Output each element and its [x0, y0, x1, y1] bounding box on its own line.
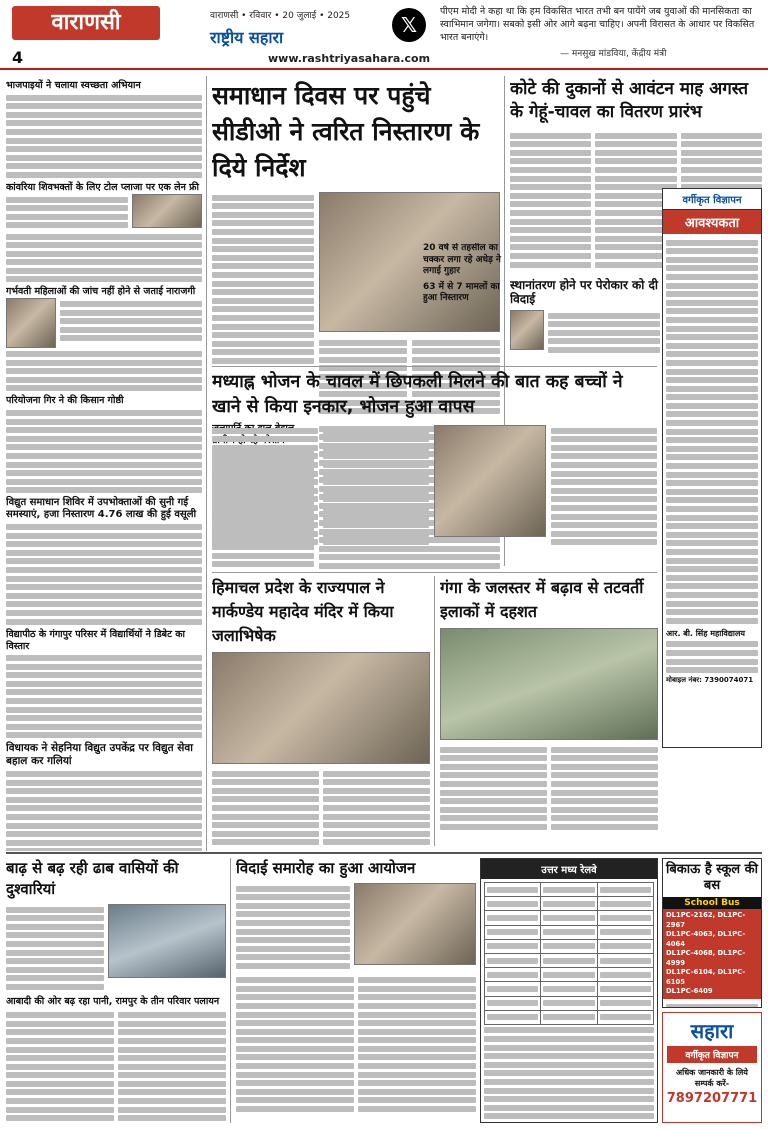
city-tag: वाराणसी: [12, 6, 160, 40]
callout-1: 20 वर्ष से तहसील का चक्कर लगा रहे अधेड़ ने लगाई गुहार: [423, 243, 501, 276]
classified-title: वर्गीकृत विज्ञापन: [663, 189, 761, 210]
masthead: [0, 0, 768, 70]
callout-2: 63 में से 7 मामलों का हुआ निस्तारण: [423, 281, 500, 303]
college-title: आर. बी. सिंह महाविद्यालय: [666, 628, 746, 638]
himachal-story: [212, 576, 430, 846]
lead-headline[interactable]: समाधान दिवस पर पहुंचे सीडीओ ने त्वरित निस्तारण के दिये निर्देश: [212, 81, 480, 182]
river-photo: [440, 628, 658, 740]
meal-photo: [434, 425, 546, 537]
farewell-story: [236, 858, 476, 1123]
left-item-headline[interactable]: विधायक ने सेहनिया विद्युत उपकेंद्र पर विद्युत सेवा बहाल कर गलियां: [6, 742, 193, 768]
classified-column: [662, 188, 762, 748]
promo-phone[interactable]: 7897207771: [666, 1091, 758, 1106]
left-item-headline[interactable]: विद्युत समाधान शिविर में उपभोक्ताओं की सुनी गई समस्याएं, हजा निस्तारण 4.76 लाख की हुई वसूली: [6, 497, 197, 521]
left-item-headline[interactable]: कांवरिया शिवभक्तों के लिए टोल प्लाजा पर एक लेन फ्री: [6, 181, 199, 193]
ganga-headline[interactable]: गंगा के जलस्तर में बढ़ाव से तटवर्ती इलाकों में दहशत: [440, 578, 644, 621]
requirement-title: आवश्यकता: [663, 210, 761, 234]
left-item-headline[interactable]: गर्भवती महिलाओं की जांच नहीं होने से जताई नाराजगी: [6, 286, 196, 298]
bus-number-list: [663, 909, 761, 999]
college-contact: मोबाइल नंबर: 7390074071: [666, 676, 754, 685]
bus-numbers: DL1PC-4068, DL1PC-4999: [666, 949, 746, 967]
bus-numbers: DL1PC-6104, DL1PC-6105: [666, 968, 746, 986]
protest-photo: [6, 298, 56, 348]
railway-tender-ad: [480, 858, 658, 1123]
website-link[interactable]: www.rashtriyasahara.com: [268, 52, 431, 65]
bus-sale-ad: [662, 858, 762, 1008]
right-top-headline[interactable]: कोटे की दुकानों से आवंटन माह अगस्त के गेहूं-चावल का वितरण प्रारंभ: [510, 79, 749, 122]
promo-cta: अधिक जानकारी के लिये सम्पर्क करें-: [676, 1068, 748, 1088]
left-item-headline[interactable]: भाजपाइयों ने चलाया स्वच्छता अभियान: [6, 80, 141, 91]
tender-table: [484, 882, 654, 1025]
dateline: वाराणसी • रविवार • 20 जुलाई • 2025: [210, 11, 351, 21]
flood-headline[interactable]: बाढ़ से बढ़ रही ढाब वासियों की दुश्वारियां: [6, 859, 179, 898]
brand-logo: राष्ट्रीय सहारा: [210, 28, 284, 47]
farewell-photo: [354, 883, 476, 965]
quote-author: — मनसुख मांडविया, केंद्रीय मंत्री: [560, 49, 667, 59]
left-column: [6, 76, 202, 851]
sahara-promo-ad: [662, 1012, 762, 1123]
temple-photo: [212, 652, 430, 764]
toll-plaza-photo: [132, 194, 202, 228]
page-number: 4: [12, 48, 24, 67]
flood-story: [6, 858, 226, 1123]
mid-story: [212, 370, 657, 570]
flood-caption: आबादी की ओर बढ़ रहा पानी, रामपुर के तीन परिवार पलायन: [6, 995, 220, 1007]
x-logo-icon: 𝕏: [392, 8, 426, 42]
bus-numbers: DL1PC-4063, DL1PC-4064: [666, 930, 746, 948]
promo-brand: सहारा: [690, 1019, 734, 1043]
school-bus-label: School Bus: [663, 897, 761, 909]
tender-title: उत्तर मध्य रेलवे: [481, 859, 657, 879]
bus-numbers: DL1PC-2162, DL1PC-2967: [666, 911, 746, 929]
flood-photo: [108, 904, 226, 978]
farewell-brief: [510, 278, 660, 360]
bus-numbers: DL1PC-6409: [666, 987, 713, 995]
left-item-headline[interactable]: परियोजना गिर ने की किसान गोष्ठी: [6, 395, 124, 407]
farewell-headline[interactable]: विदाई समारोह का हुआ आयोजन: [236, 859, 416, 877]
left-item-headline[interactable]: विद्यापीठ के गंगापुर परिसर में विद्यार्थियों ने डिबेट का विस्तार: [6, 628, 185, 652]
quote-text: पीएम मोदी ने कहा था कि हम विकसित भारत तभी बन पायेंगे जब युवाओं की मानसिकता का स्वाभिमान जगेगा। सबको इसी ओर आगे बढ़ना चाहिए। अपनी विरासत के आधार पर विकसित भारत बनाएंगे।: [440, 6, 755, 43]
mid-headline[interactable]: मध्याह्न भोजन के चावल में छिपकली मिलने की बात कह बच्चों ने खाने से किया इनकार, भोजन हुआ वापस: [212, 372, 623, 417]
portrait-photo: [510, 310, 544, 350]
ganga-story: [440, 576, 658, 846]
himachal-headline[interactable]: हिमाचल प्रदेश के राज्यपाल ने मार्कण्डेय महादेव मंदिर में किया जलाभिषेक: [212, 578, 394, 645]
lead-callout: [423, 243, 505, 307]
farewell-brief-headline[interactable]: स्थानांतरण होने पर पेरोकार को दी विदाई: [510, 278, 659, 306]
bus-sale-title: बिकाऊ है स्कूल की बस: [665, 862, 759, 893]
promo-line: वर्गीकृत विज्ञापन: [667, 1046, 757, 1063]
